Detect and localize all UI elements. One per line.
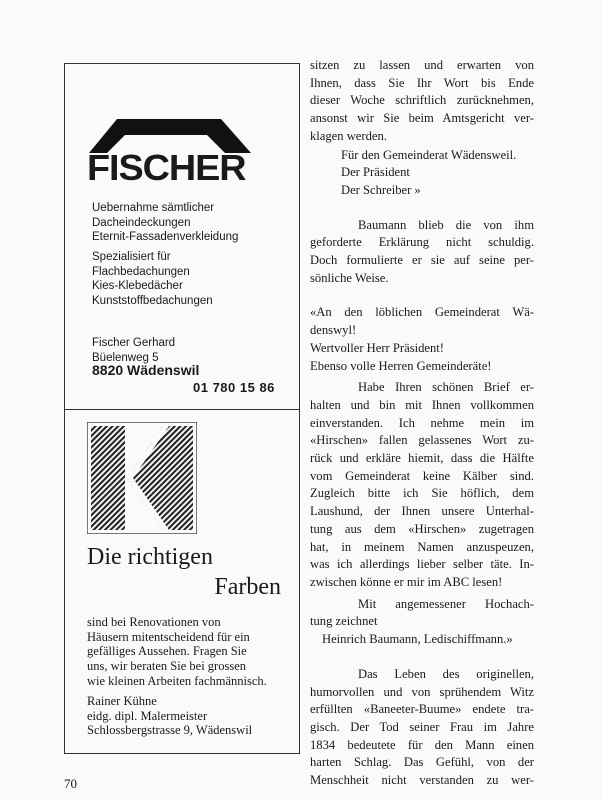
description-line: Häusern mitentscheidend für ein [87, 629, 250, 644]
text-line: klagen werden. [310, 128, 387, 143]
text-line: tung aus dem «Hirschen» zugetragen [310, 521, 534, 536]
contact-line: Rainer Kühne [87, 694, 157, 708]
text-line: hat, in meinem Namen anzuspeuzen, [310, 539, 534, 554]
text-line: Für den Gemeinderat Wädensweil. [341, 147, 517, 162]
article-column [310, 57, 534, 790]
fischer-city: 8820 Wädenswil [92, 362, 200, 378]
contact-line: eidg. dipl. Malermeister [87, 708, 208, 723]
painter-ad [65, 410, 299, 754]
text-line: dieser Woche schriftlich zurücknehmen, [310, 93, 534, 108]
description-line: sind bei Renovationen von [87, 615, 221, 629]
text-line: Das Leben des originellen, [358, 666, 534, 681]
fischer-ad [65, 64, 299, 410]
painter-contact [87, 694, 252, 738]
specialty-line: Spezialisiert für [92, 251, 171, 263]
specialty-line: Flachbedachungen [92, 265, 190, 278]
paragraph-letter-end [310, 57, 534, 146]
text-line: Der Schreiber » [341, 182, 421, 197]
text-line: sönliche Weise. [310, 270, 389, 285]
text-line: gisch. Der Tod seiner Frau im Jahre [310, 719, 534, 734]
description-line: gefälliges Aussehen. Fragen Sie [87, 644, 247, 659]
text-line: Habe Ihren schönen Brief er- [358, 380, 534, 395]
fischer-specialties [92, 250, 213, 308]
painter-slogan-line2: Farben [214, 574, 281, 600]
text-line: «An den löblichen Gemeinderat Wä- [310, 305, 534, 320]
fischer-name: Fischer Gerhard [92, 337, 176, 349]
text-line: Ihnen, dass Sie Ihr Wort bis Ende [310, 75, 534, 90]
text-line: zwischen könne er mir im ABC lesen! [310, 574, 503, 589]
contact-line: Schlossbergstrasse 9, Wädenswil [87, 723, 253, 738]
specialty-line: Kunststoffbedachungen [92, 294, 213, 307]
text-line: humorvollen und von sprühendem Witz [310, 684, 534, 699]
fischer-logo-text: FISCHER [87, 147, 246, 188]
text-line: ansonst wir Sie beim Amtsgericht ver- [310, 111, 534, 126]
text-line: «Hirschen» fallen gelassenes Wort zu- [310, 433, 534, 448]
text-line: rück und erkläre hiemit, dass die Hälfte [310, 451, 534, 466]
fischer-address [92, 336, 175, 365]
services-line: Dacheindeckungen [92, 216, 191, 229]
text-line: Der Präsident [341, 165, 410, 180]
baumann-signature: Heinrich Baumann, Ledischiffmann.» [322, 632, 513, 647]
fischer-phone: 01 780 15 86 [193, 380, 275, 395]
paragraph-letter-salutation [310, 304, 534, 375]
text-line: vom Gemeinderat keine Kälber sind. [310, 468, 534, 483]
text-line: tung zeichnet [310, 614, 378, 629]
k-logo-icon [87, 422, 197, 534]
text-line: Menschheit nicht verstanden zu wer- [310, 773, 534, 788]
text-line: sitzen zu lassen und erwarten von [310, 58, 534, 72]
text-line: Zugleich bitte ich Sie höflich, dem [310, 486, 534, 501]
description-line: wie kleinen Arbeiten fachmännisch. [87, 673, 267, 688]
text-line: geforderte Erklärung nicht schuldig. [310, 235, 534, 250]
fischer-services [92, 201, 238, 245]
text-line: harten Schlag. Das Gefühl, von der [310, 755, 534, 770]
paragraph-life [310, 666, 534, 790]
painter-description [87, 615, 267, 689]
text-line: Ebenso volle Herren Gemeinderäte! [310, 358, 492, 373]
text-line: einverstanden. Ich nehme mein im [310, 415, 534, 430]
description-line: uns, wir beraten Sie bei grossen [87, 659, 246, 674]
text-line: was ich allerdings lieber selber täte. In- [310, 557, 534, 572]
paragraph-closing [310, 596, 534, 649]
advertisement-column [64, 63, 300, 754]
services-line: Eternit-Fassadenverkleidung [92, 231, 239, 243]
paragraph-baumann-reply [310, 217, 534, 288]
text-line: Doch formulierte er sie auf seine per- [310, 253, 534, 268]
text-line: Baumann blieb die von ihm [358, 217, 534, 232]
text-line: Mit angemessener Hochach- [358, 596, 534, 611]
text-line: erfüllten «Baneeter-Buume» endete tra- [310, 702, 534, 717]
page-number: 70 [64, 776, 77, 791]
text-line: halten und bin mit Ihnen vollkommen [310, 397, 534, 412]
painter-slogan-line1: Die richtigen [87, 544, 213, 570]
council-signature [310, 147, 534, 200]
services-line: Uebernahme sämtlicher [92, 202, 215, 214]
text-line: Laushund, der Ihnen unsere Unterhal- [310, 504, 534, 519]
text-line: Wertvoller Herr Präsident! [310, 340, 444, 355]
text-line: 1834 bedeutete für den Mann einen [310, 737, 534, 752]
specialty-line: Kies-Klebedächer [92, 280, 183, 292]
text-line: denswyl! [310, 323, 357, 338]
paragraph-letter-body [310, 379, 534, 591]
fischer-street: Büelenweg 5 [92, 351, 159, 364]
